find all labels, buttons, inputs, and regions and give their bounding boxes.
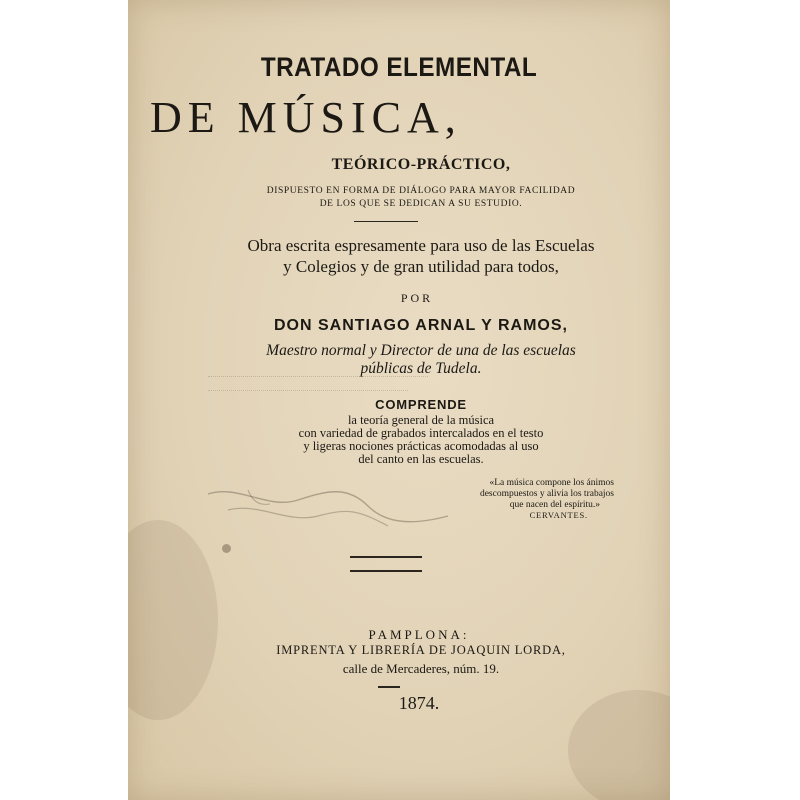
title-page	[128, 0, 670, 800]
divider-rule	[350, 570, 422, 572]
contents-heading: COMPRENDE	[375, 397, 467, 412]
work-description-line-1: Obra escrita espresamente para uso de las Escuelas	[247, 236, 595, 255]
imprint-printer: IMPRENTA Y LIBRERÍA DE JOAQUIN LORDA,	[276, 643, 566, 657]
title-line-2: DE MÚSICA,	[150, 93, 462, 142]
author-role-line-1: Maestro normal y Director de una de las escuelas	[266, 342, 576, 359]
title-line-1: TRATADO ELEMENTAL	[260, 52, 538, 82]
imprint-city: PAMPLONA:	[368, 627, 470, 642]
author-name: DON SANTIAGO ARNAL Y RAMOS,	[274, 317, 568, 334]
author-role-line-2: públicas de Tudela.	[360, 360, 482, 377]
imprint-address: calle de Mercaderes, núm. 19.	[342, 661, 500, 676]
work-description-line-2: y Colegios y de gran utilidad para todos,	[283, 257, 559, 276]
handwritten-scribble	[198, 480, 458, 550]
paper-stain	[128, 520, 218, 720]
epigraph-line-3: que nacen del espíritu.»	[509, 500, 600, 510]
epigraph-line-2: descompuestos y alivia los trabajos	[479, 489, 614, 499]
subtitle: TEÓRICO-PRÁCTICO,	[331, 156, 511, 173]
divider-rule	[350, 556, 422, 558]
disposition-line-2: DE LOS QUE SE DEDICAN A SU ESTUDIO.	[319, 199, 523, 209]
contents-line-4: del canto en las escuelas.	[358, 452, 484, 466]
disposition-line-1: DISPUESTO EN FORMA DE DIÁLOGO PARA MAYOR FACILIDAD	[266, 186, 576, 196]
divider-rule	[378, 686, 400, 688]
by-label: POR	[400, 291, 434, 305]
divider-rule	[354, 221, 418, 222]
contents-line-2: con variedad de grabados intercalados en el testo	[298, 426, 544, 440]
contents-line-1: la teoría general de la música	[347, 413, 495, 427]
imprint-year: 1874.	[398, 693, 440, 713]
show-through-mark	[208, 380, 408, 391]
contents-line-3: y ligeras nociones prácticas acomodadas al uso	[303, 439, 539, 453]
epigraph-author: CERVANTES.	[529, 510, 588, 520]
epigraph-line-1: «La música compone los ánimos	[489, 478, 614, 488]
